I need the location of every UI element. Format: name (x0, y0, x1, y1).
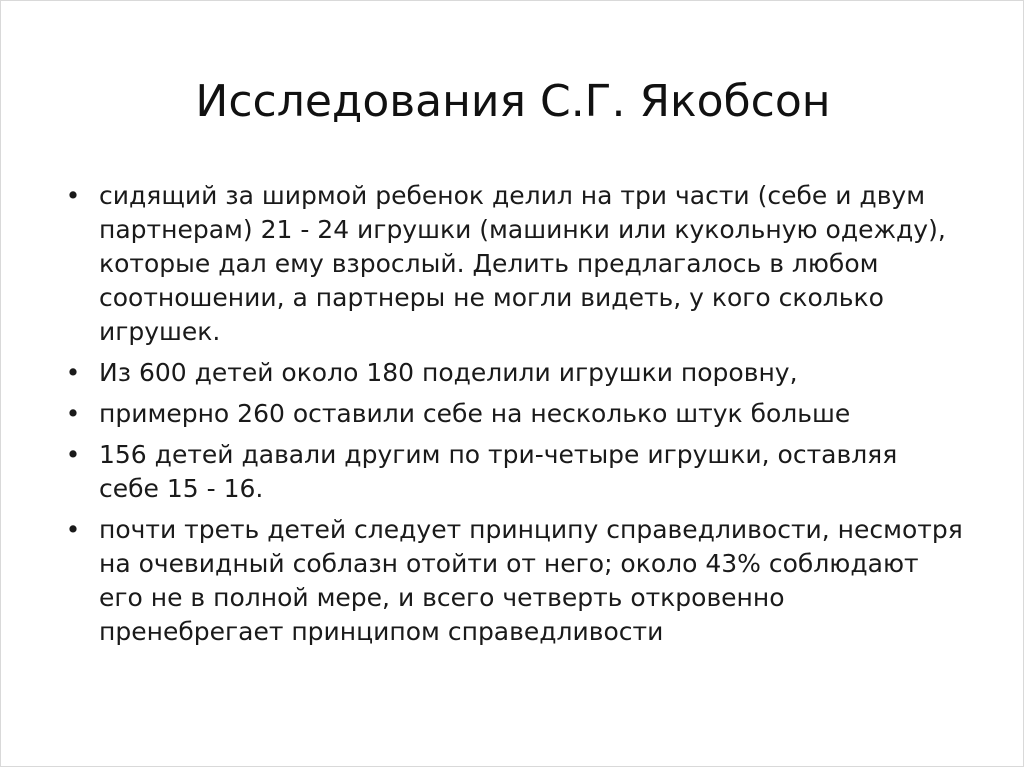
bullet-item (63, 356, 963, 390)
slide-title: Исследования С.Г. Якобсон (195, 76, 831, 127)
bullet-text: Из 600 детей около 180 поделили игрушки поровну, (99, 358, 798, 387)
bullet-text: 156 детей давали другим по три-четыре игрушки, оставляя себе 15 - 16. (99, 440, 898, 503)
bullet-text: примерно 260 оставили себе на несколько штук больше (99, 399, 851, 428)
bullet-dot-icon: • (65, 399, 81, 428)
bullet-item (63, 397, 963, 431)
bullet-dot-icon: • (65, 358, 81, 387)
bullet-dot-icon: • (65, 181, 81, 210)
bullet-dot-icon: • (65, 515, 81, 544)
bullet-item (63, 513, 963, 649)
bullet-dot-icon: • (65, 440, 81, 469)
bullet-item (63, 179, 963, 349)
bullet-item (63, 438, 963, 506)
bullet-text: почти треть детей следует принципу справедливости, несмотря на очевидный соблазн отойти от него; около 43% соблюдают его не в полной мере, и всего четверть откровенно пренебрегает принципом справедливости (99, 515, 963, 646)
bullet-text: сидящий за ширмой ребенок делил на три части (себе и двум партнерам) 21 - 24 игрушки (машинки или кукольную одежду), которые дал ему взрослый. Делить предлагалось в любом соотношении, а партнеры не могли видеть, у кого сколько игрушек. (99, 181, 946, 346)
bullet-list (63, 179, 963, 656)
